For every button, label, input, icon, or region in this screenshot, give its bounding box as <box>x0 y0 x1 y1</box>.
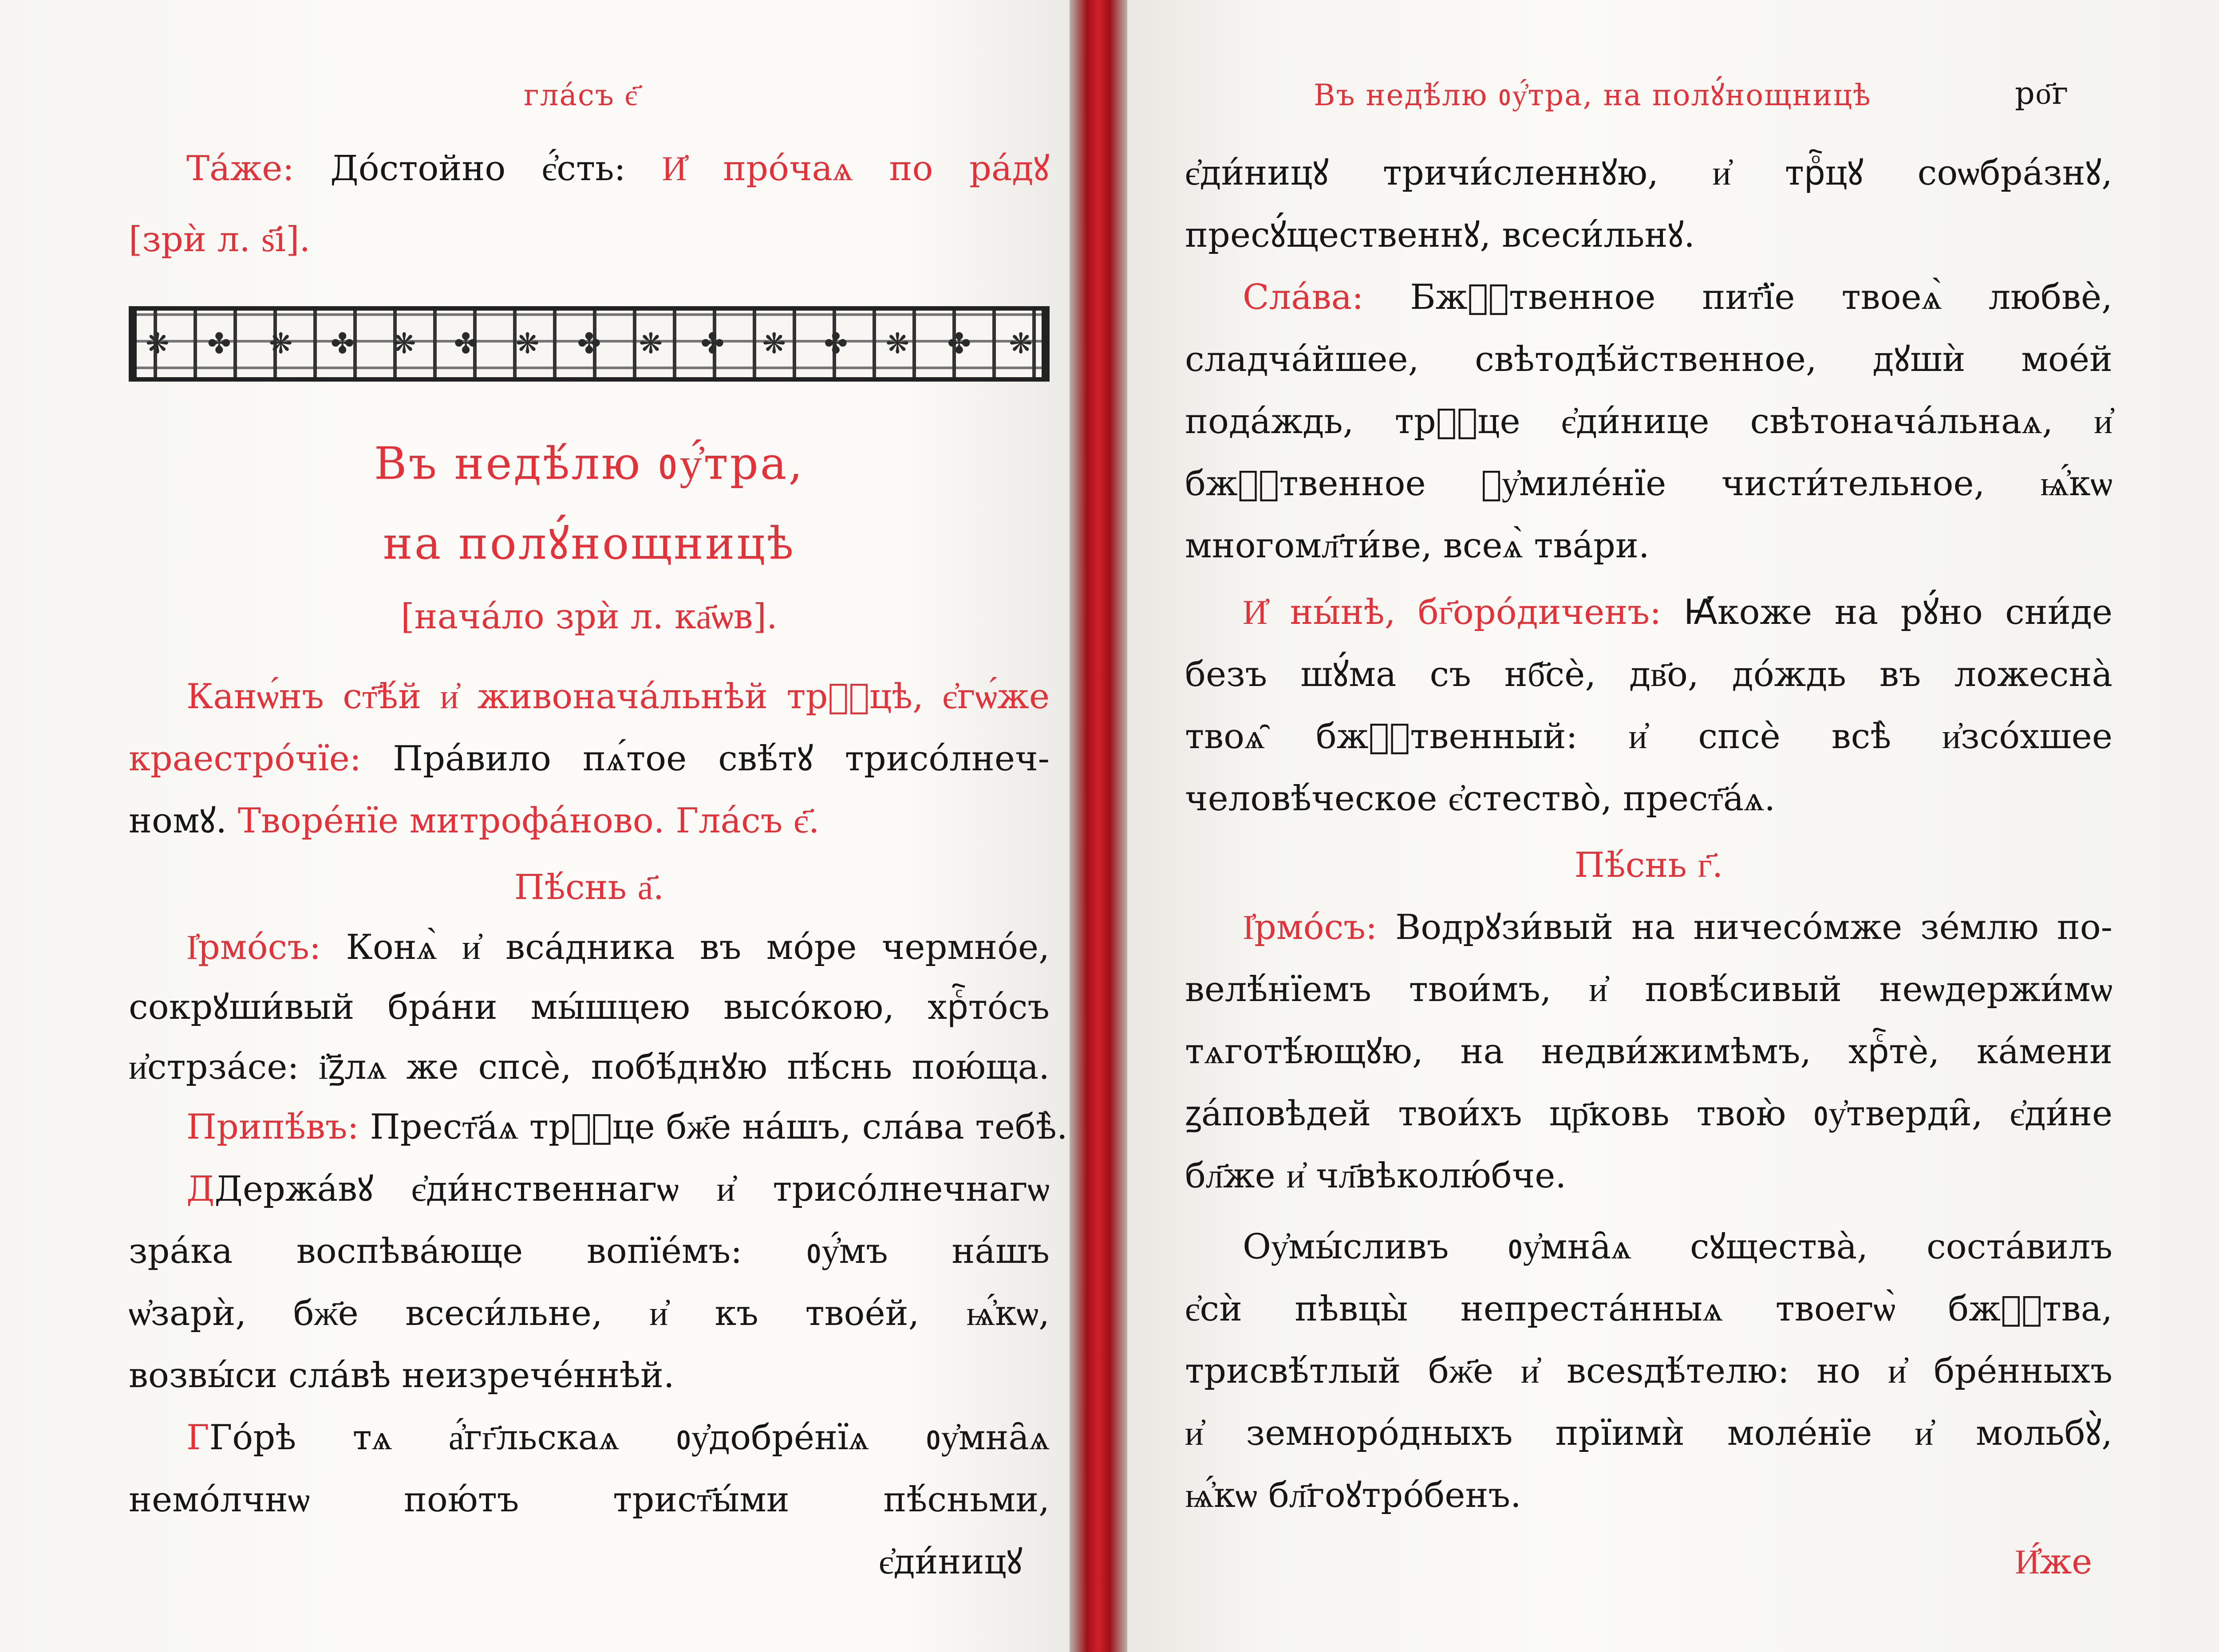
right-line-17: бл҃же и҆ чл҃вѣколю́бче. <box>1185 1156 1567 1196</box>
left-line-17: возвы́си сла́вѣ неизрече́ннѣй. <box>129 1356 675 1396</box>
left-line-16: ѡ҆зарѝ, бж҃е всеси́льне, и҆ къ твое́й, ѩ҆́кѡ, <box>129 1293 1050 1333</box>
right-line-15: тѧготѣ́ющꙋю, на недви́жимѣмъ, хрⷭ҇тѐ, ка́мени <box>1185 1032 2112 1072</box>
ornament-glyph: ✤ <box>577 327 601 360</box>
right-line-5: пода́ждь, трⷪ҇це є҆ди́нице свѣтонача́льнаѧ, и҆ <box>1185 402 2112 442</box>
section-title-line-1: Въ недѣ́лю ᲂу҆́тра, <box>374 438 805 489</box>
ode-3-heading: Пѣ́снь г҃. <box>1574 845 1723 885</box>
drop-letter: Г <box>186 1418 209 1458</box>
left-catchword: є҆ди́ницꙋ <box>879 1542 1023 1582</box>
right-line-13: І҆рмо́съ: Водрꙋзи́вый на ничесо́мже зе́млю по- <box>1243 907 2113 947</box>
left-line-7: краестро́чїе: Пра́вило пѧ́тое свѣ́тꙋ трисо́лнеч- <box>129 739 1050 779</box>
right-line-21: и҆ земноро́дныхъ прїимѝ моле́нїе и҆ мольбꙋ̀, <box>1185 1413 2112 1453</box>
page-number: ро҃г <box>2015 75 2069 111</box>
left-line-15: зра́ка воспѣва́юще вопїе́мъ: ᲂу҆́мъ на́шъ <box>129 1231 1050 1271</box>
right-line-10: твоѧ̑ бжⷭ҇твенный: и҆ спсѐ всѣ̀ и҆зсо́хшее <box>1185 717 2112 757</box>
right-line-2: пресꙋ́щественнꙋ, всеси́льнꙋ. <box>1185 215 1695 255</box>
right-line-22: ѩ҆́кѡ бл҃гоꙋтро́бенъ. <box>1185 1475 1521 1515</box>
right-line-18: Оу҆мы́сливъ ᲂу҆мна̑ѧ сꙋщества̀, соста́вилъ <box>1243 1227 2112 1267</box>
left-page <box>0 0 1070 1652</box>
ornament-glyph: ✤ <box>330 327 355 360</box>
right-line-11: человѣ́ческое є҆стество̀, прест҃а́ѧ. <box>1185 779 1776 819</box>
ornament-glyph: ✤ <box>824 327 848 360</box>
ornament-glyph: ❋ <box>639 327 663 360</box>
right-line-16: ꙁа́повѣдей твои́хъ цр҃ковь твою̀ ᲂу҆тверди̑, є҆ди́не <box>1185 1094 2112 1134</box>
left-running-head: гла́съ є҃ <box>524 78 639 112</box>
left-line-13: Припѣ́въ: Прест҃а́ѧ трⷪ҇це бж҃е на́шъ, сла́ва тебѣ̀. <box>186 1107 1068 1147</box>
right-line-3: Сла́ва: Бжⷭ҇твенное пит҃їе твоеѧ̀ любвѐ, <box>1243 277 2112 317</box>
ornament-glyph: ✤ <box>947 327 971 360</box>
right-line-6: бжⷭ҇твенное ᲂу҆миле́нїе чисти́тельное, ѩ҆́кѡ <box>1185 464 2112 504</box>
right-line-9: безъ шꙋ́ма съ нб҃сѐ, дв҃о, до́ждь въ ложесна̀ <box>1185 654 2112 694</box>
left-line-19: немо́лчнѡ пою́тъ трист҃ы́ми пѣ́сньми, <box>129 1480 1050 1520</box>
ornament-glyph: ❋ <box>1009 327 1033 360</box>
bookmark-ribbon <box>1070 0 1127 1652</box>
ornament-glyph: ❋ <box>392 327 416 360</box>
left-line-11: сокрꙋши́вый бра́ни мы́шцею высо́кою, хрⷭ҇то́съ <box>129 987 1050 1027</box>
right-line-14: велѣ́нїемъ твои́мъ, и҆ повѣ́сивый неѡдержи́мѡ <box>1185 970 2112 1009</box>
right-line-8: И҆ ны́нѣ, бг҃оро́диченъ: Ꙗ҆́коже на рꙋ́но сни́де <box>1243 592 2112 632</box>
left-line-18: ГГо́рѣ тѧ а҆́гг҃льскаѧ ᲂу҆добре́нїѧ ᲂу҆мна̑ѧ <box>186 1418 1050 1458</box>
right-line-20: трисвѣ́тлый бж҃е и҆ всеѕдѣ́телю: но и҆ бре́нныхъ <box>1185 1351 2112 1391</box>
right-line-1: є҆ди́ницꙋ тричи́сленнꙋю, и҆ трⷪ҇цꙋ соѡбра́знꙋ, <box>1185 153 2112 193</box>
left-line-1: Та́же: До́стойно є҆́сть: И҆ про́чаѧ по ра́дꙋ <box>186 149 1050 189</box>
header-ornament <box>129 306 1050 382</box>
ornament-glyph: ✤ <box>454 327 478 360</box>
left-line-12: и҆стрза́се: і҆ꙁ҃лѧ же спсѐ, побѣ́днꙋю пѣ́снь пою́ща. <box>129 1047 1050 1087</box>
right-catchword: И҆́же <box>2015 1542 2093 1582</box>
ode-1-heading: Пѣ́снь а҃. <box>514 867 664 907</box>
left-line-2: [зрѝ л. ѕ҃і]. <box>129 220 311 260</box>
right-line-4: сладча́йшее, свѣтодѣ́йственное, дꙋшѝ мое́й <box>1185 339 2112 379</box>
left-line-10: І҆рмо́съ: Конѧ̀ и҆ вса́дника въ мо́ре чермно́е, <box>186 927 1050 967</box>
left-line-6: Канѡ́нъ ст҃ѣ́й и҆ живонача́льнѣй трⷪ҇цѣ, є҆гѡ́же <box>186 677 1050 717</box>
ornament-row <box>146 328 1033 359</box>
drop-letter: Д <box>186 1169 215 1209</box>
right-line-7: многомл҃ти́ве, всеѧ̀ тва́ри. <box>1185 526 1650 566</box>
left-line-8: номꙋ. Творе́нїе митрофа́ново. Гла́съ є҃. <box>129 801 820 841</box>
ornament-glyph: ❋ <box>146 327 170 360</box>
ornament-glyph: ✤ <box>207 327 231 360</box>
ornament-glyph: ❋ <box>515 327 540 360</box>
right-line-19: є҆сѝ пѣвцы̀ непреста́нныѧ твоегѡ̀ бжⷭ҇тва, <box>1185 1289 2112 1329</box>
right-page <box>1127 0 2219 1652</box>
left-line-14: ДДержа́вꙋ є҆ди́нственнагѡ и҆ трисо́лнечнагѡ <box>186 1169 1050 1209</box>
ornament-glyph: ❋ <box>762 327 786 360</box>
ornament-glyph: ✤ <box>700 327 725 360</box>
right-running-head: Въ недѣ́лю ᲂу҆́тра, на полꙋ́нощницѣ <box>1314 78 1872 112</box>
ornament-glyph: ❋ <box>885 327 910 360</box>
ornament-glyph: ❋ <box>268 327 293 360</box>
section-title-line-2: на полꙋ́нощницѣ <box>383 517 796 569</box>
section-subtitle: [нача́ло зрѝ л. ка҃ѡв]. <box>401 597 778 637</box>
